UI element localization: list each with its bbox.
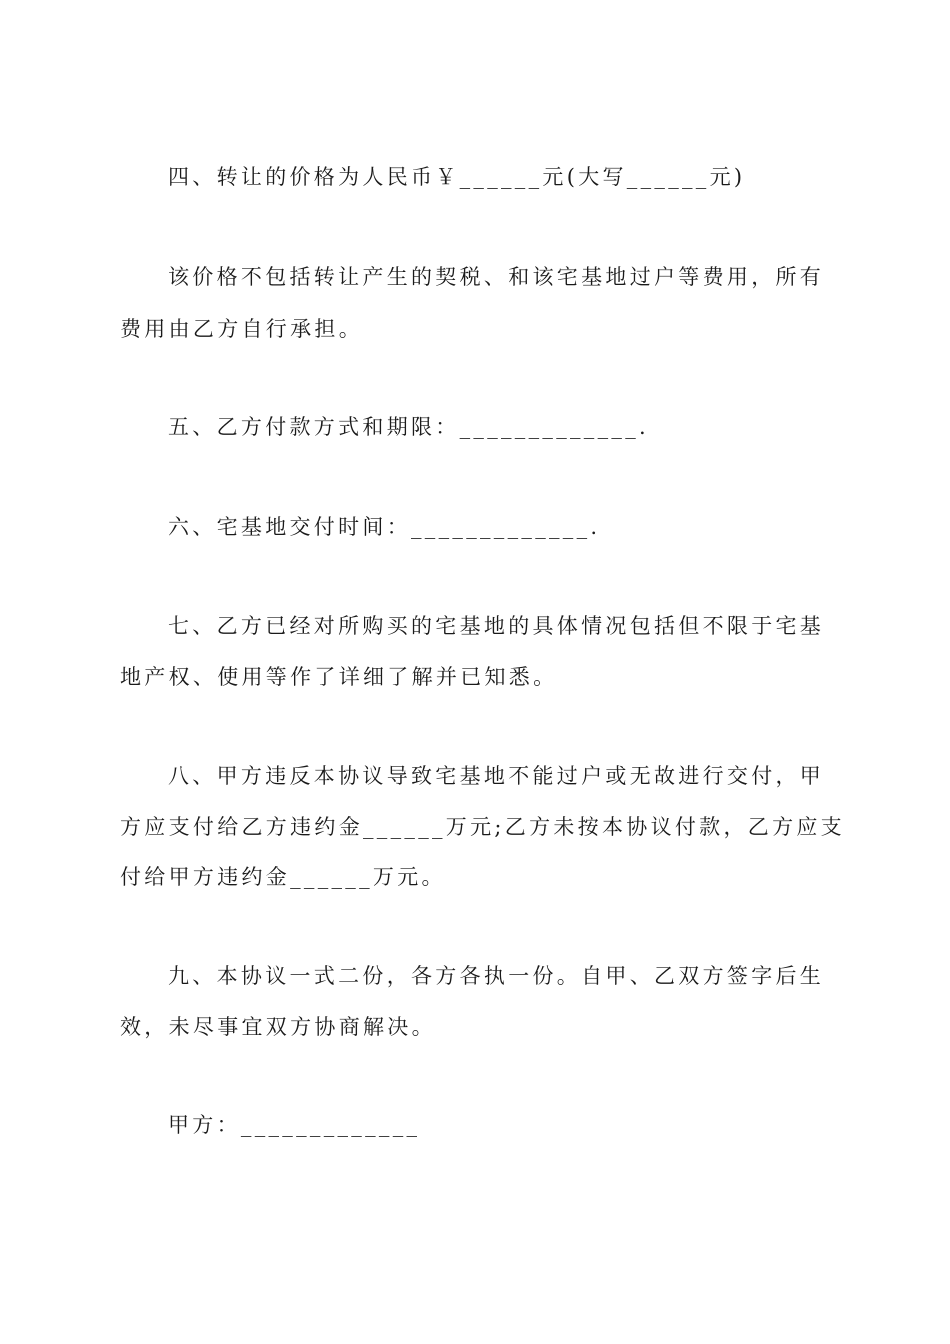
clause-4-line-1: 四、转让的价格为人民币￥______元(大写______元) (168, 165, 746, 189)
clause-9-line-2: 效，未尽事宜双方协商解决。 (120, 1015, 436, 1039)
clause-8-line-3: 付给甲方违约金______万元。 (120, 865, 446, 889)
clause-9-line-1: 九、本协议一式二份，各方各执一份。自甲、乙双方签字后生 (168, 964, 825, 988)
clause-8-line-2: 方应支付给乙方违约金______万元;乙方未按本协议付款，乙方应支 (120, 815, 845, 839)
clause-7-line-1: 七、乙方已经对所购买的宅基地的具体情况包括但不限于宅基 (168, 614, 825, 638)
clause-7-line-2: 地产权、使用等作了详细了解并已知悉。 (120, 665, 558, 689)
clause-4-note-line-2: 费用由乙方自行承担。 (120, 317, 363, 341)
signature-party-a: 甲方：_____________ (168, 1113, 421, 1137)
clause-4-note-line-1: 该价格不包括转让产生的契税、和该宅基地过户等费用，所有 (168, 265, 825, 289)
clause-5-line-1: 五、乙方付款方式和期限：_____________. (168, 415, 649, 439)
clause-6-line-1: 六、宅基地交付时间：_____________. (168, 515, 601, 539)
clause-8-line-1: 八、甲方违反本协议导致宅基地不能过户或无故进行交付，甲 (168, 764, 825, 788)
